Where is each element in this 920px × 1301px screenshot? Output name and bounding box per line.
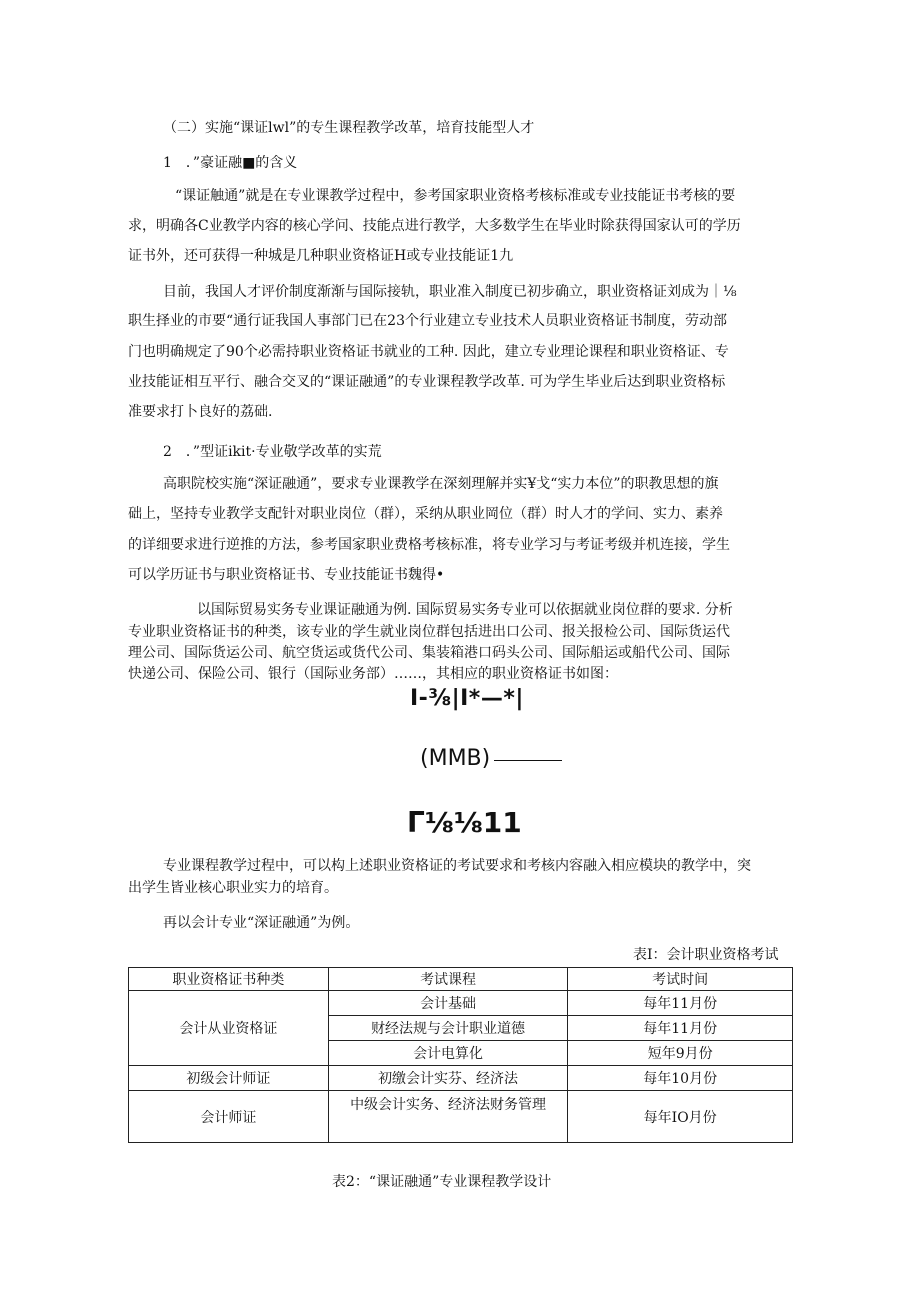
header-cell: 考试课程 xyxy=(328,968,568,991)
paragraph-line: 专业课程教学过程中，可以构上述职业资格证的考试要求和考核内容融入相应模块的教学中，突 xyxy=(163,858,751,874)
table2-caption: 表2：“课证融通”专业课程教学设计 xyxy=(332,1174,552,1190)
paragraph-line: 高职院校实施“深证融通”，要求专业课教学在深刻理解并实¥戈“实力本位”的职教思想的旗 xyxy=(163,476,719,492)
time-cell: 每年11月份 xyxy=(568,991,793,1016)
figure-text-3: Γ⅛⅛11 xyxy=(407,806,522,839)
paragraph-line: 业技能证相互平行、融合交叉的“课证融通”的专业课程教学改革. 可为学生毕业后达到职业资格标 xyxy=(128,374,726,390)
cert-type-cell: 会计从业资格证 xyxy=(129,991,329,1066)
paragraph-line: 理公司、国际货运公司、航空货运或货代公司、集装箱港口码头公司、国际船运或船代公司、国际 xyxy=(128,645,730,661)
table-row xyxy=(129,991,793,1016)
paragraph-line: 可以学历证书与职业资格证书、专业技能证书魏得• xyxy=(128,567,445,583)
paragraph-line: 再以会计专业“深证融通”为例。 xyxy=(163,915,360,931)
time-cell: 短年9月份 xyxy=(568,1041,793,1066)
course-cell: 中级会计实务、经济法财务管理 xyxy=(328,1091,568,1143)
paragraph-line: 的详细要求进行逆推的方法，参考国家职业费格考核标准，将专业学习与考证考级并机连接，学生 xyxy=(128,537,730,553)
course-cell: 会计基础 xyxy=(328,991,568,1016)
paragraph-line: 以国际贸易实务专业课证融通为例. 国际贸易实务专业可以依据就业岗位群的要求. 分析 xyxy=(197,602,733,618)
paragraph-line: “课证触通”就是在专业课教学过程中，参考国家职业资格考核标准或专业技能证书考核的要 xyxy=(175,188,736,204)
figure-text-2 xyxy=(420,746,562,771)
time-cell: 每年10月份 xyxy=(568,1066,793,1091)
time-cell: 每年11月份 xyxy=(568,1016,793,1041)
cert-type-cell: 会计师证 xyxy=(129,1091,329,1143)
paragraph-line: 求，明确各C业教学内容的核心学问、技能点进行教学，大多数学生在毕业时除获得国家认可的学历 xyxy=(128,218,741,234)
header-cell: 考试时间 xyxy=(568,968,793,991)
figure-text-2-label: (MMB) xyxy=(420,746,491,771)
paragraph-line: 快递公司、保险公司、银行（国际业务部）……，其相应的职业资格证书如图： xyxy=(128,666,618,682)
subheading-2: 2 ．”型证ikit·专业敬学改革的实荒 xyxy=(163,444,382,460)
paragraph-line: 职生择业的市要“通行证我国人事部门已在23个行业建立专业技术人员职业资格证书制度，劳动部 xyxy=(128,313,727,329)
course-cell: 财经法规与会计职业道德 xyxy=(328,1016,568,1041)
subheading-1: 1 ．”豪证融■的含义 xyxy=(163,155,298,171)
paragraph-line: 证书外，还可获得一种城是几种职业资格证H或专业技能证1九 xyxy=(128,248,514,264)
paragraph-line: 础上，坚持专业教学支配针对职业岗位（群），采纳从职业岡位（群）时人才的学问、实力、素养 xyxy=(128,506,723,522)
paragraph-line: 出学生皆业核心职业实力的培育。 xyxy=(128,880,338,896)
table-row xyxy=(129,1066,793,1091)
table-row xyxy=(129,1091,793,1143)
figure-underline xyxy=(494,760,562,761)
table-caption: 表I：会计职业资格考试 xyxy=(633,947,779,963)
time-cell: 每年IO月份 xyxy=(568,1091,793,1143)
figure-text-1: I-⅜|I*—*| xyxy=(410,686,524,711)
table-header-row xyxy=(129,968,793,991)
header-cell: 职业资格证书种类 xyxy=(129,968,329,991)
cert-type-cell: 初级会计师证 xyxy=(129,1066,329,1091)
course-cell: 初缴会计实芬、经济法 xyxy=(328,1066,568,1091)
paragraph-line: 门也明确规定了90个必需持职业资格证书就业的工种. 因此，建立专业理论课程和职业资格证、专 xyxy=(128,344,729,360)
paragraph-line: 专业职业资格证书的种类，该专业的学生就业岗位群包括进出口公司、报关报检公司、国际货运代 xyxy=(128,624,730,640)
section-heading: （二）实施“课证lwl”的专生课程教学改革，培育技能型人才 xyxy=(163,120,535,136)
paragraph-line: 目前，我国人才评价制度渐渐与国际接轨，职业准入制度已初步确立，职业资格证刘成为｜⅛ xyxy=(163,284,737,300)
course-cell: 会计电算化 xyxy=(328,1041,568,1066)
certification-table xyxy=(128,967,793,1143)
paragraph-line: 准要求打卜良好的荔础. xyxy=(128,404,273,420)
